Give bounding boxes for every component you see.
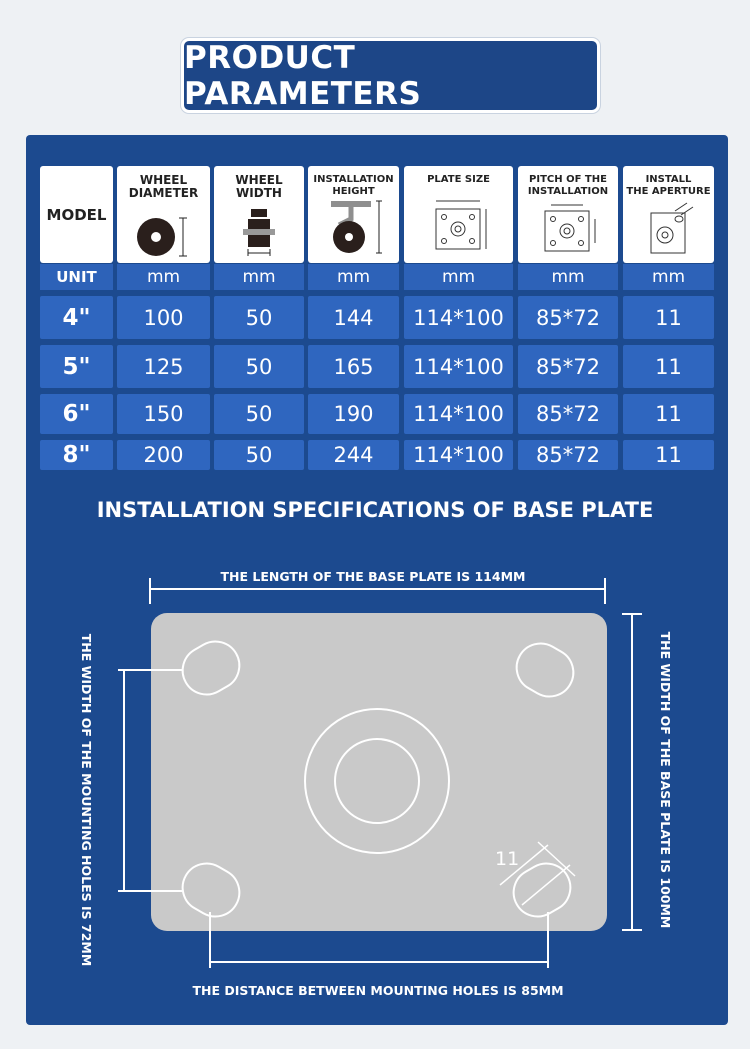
header-label: WIDTH (236, 186, 282, 200)
table-cell: 50 (214, 345, 304, 388)
table-cell: 50 (214, 394, 304, 434)
table-cell: 125 (117, 345, 210, 388)
row-model: 4" (40, 296, 113, 339)
table-cell: 244 (308, 440, 399, 470)
unit-cell: mm (117, 264, 210, 290)
unit-cell: mm (308, 264, 399, 290)
table-cell: 85*72 (518, 345, 618, 388)
table-cell: 150 (117, 394, 210, 434)
table-cell: 190 (308, 394, 399, 434)
table-cell: 11 (623, 440, 714, 470)
table-cell: 200 (117, 440, 210, 470)
distance-label: THE DISTANCE BETWEEN MOUNTING HOLES IS 85MM (192, 983, 564, 998)
header-label: PITCH OF THE (529, 174, 607, 185)
table-cell: 144 (308, 296, 399, 339)
unit-cell: mm (623, 264, 714, 290)
length-label: THE LENGTH OF THE BASE PLATE IS 114MM (220, 569, 526, 584)
spec-title: INSTALLATION SPECIFICATIONS OF BASE PLATE (96, 498, 654, 522)
table-cell: 165 (308, 345, 399, 388)
table-cell: 11 (623, 296, 714, 339)
unit-cell: mm (214, 264, 304, 290)
row-model: 6" (40, 394, 113, 434)
table-cell: 50 (214, 296, 304, 339)
header-label: INSTALLATION (527, 186, 609, 197)
row-model: 8" (40, 440, 113, 470)
unit-label: UNIT (40, 264, 113, 290)
header-label: WHEEL (139, 173, 188, 187)
row-model: 5" (40, 345, 113, 388)
table-cell: 11 (623, 394, 714, 434)
unit-cell: mm (518, 264, 618, 290)
unit-cell: mm (404, 264, 513, 290)
plate-width-label: THE WIDTH OF THE BASE PLATE IS 100MM (658, 631, 673, 929)
table-cell: 114*100 (404, 394, 513, 434)
header-label: THE APERTURE (626, 186, 711, 197)
header-label: HEIGHT (332, 186, 375, 197)
table-cell: 50 (214, 440, 304, 470)
header-label: INSTALLATION (313, 174, 394, 185)
header-label: PLATE SIZE (427, 174, 490, 185)
header-label: WHEEL (235, 173, 283, 187)
table-cell: 11 (623, 345, 714, 388)
header-label: INSTALL (645, 174, 692, 185)
table-cell: 100 (117, 296, 210, 339)
table-cell: 114*100 (404, 296, 513, 339)
table-cell: 114*100 (404, 345, 513, 388)
aperture-value: 11 (495, 848, 520, 870)
header-label: DIAMETER (128, 186, 199, 200)
base-plate (151, 613, 607, 931)
mount-width-label: THE WIDTH OF THE MOUNTING HOLES IS 72MM (79, 633, 94, 967)
table-cell: 85*72 (518, 296, 618, 339)
table-cell: 114*100 (404, 440, 513, 470)
table-cell: 85*72 (518, 440, 618, 470)
table-cell: 85*72 (518, 394, 618, 434)
model-header: MODEL (46, 205, 107, 224)
page-title: PRODUCT PARAMETERS (184, 39, 422, 112)
